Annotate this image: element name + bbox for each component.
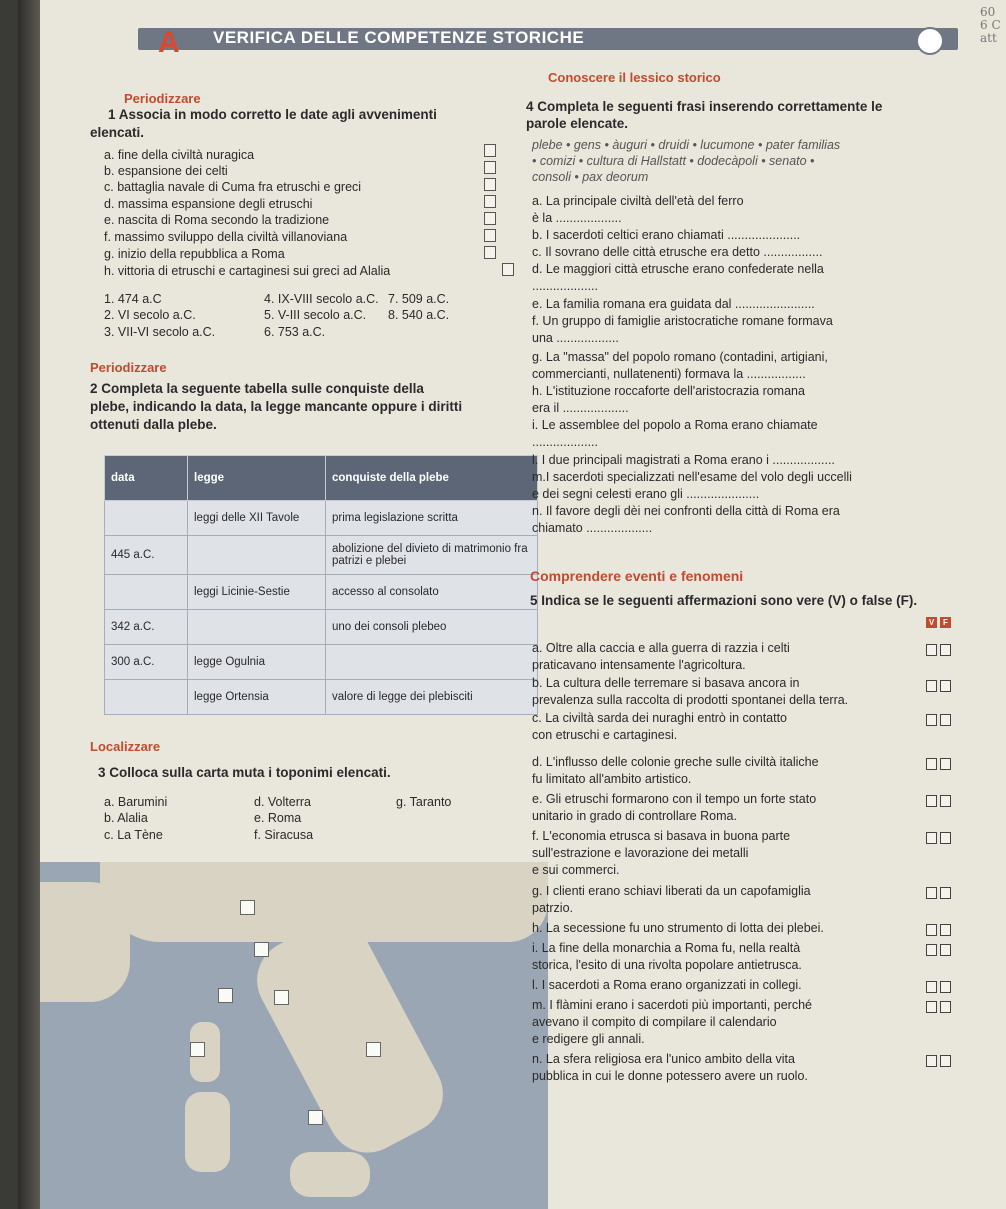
column-header-data: data [105, 456, 188, 501]
event-item: a. fine della civiltà nuragica [104, 148, 255, 162]
question-3-text: 3 Colloca sulla carta muta i toponimi elencati. [98, 765, 391, 780]
event-item: h. vittoria di etruschi e cartaginesi sui greci ad Alalia [104, 264, 391, 278]
false-checkbox[interactable] [940, 924, 951, 936]
table-header-row [105, 456, 538, 501]
table-cell: legge Ogulnia [188, 645, 326, 680]
column-header-legge: legge [188, 456, 326, 501]
blank-map [40, 862, 548, 1209]
fill-line[interactable]: una .................. [532, 331, 619, 345]
statement-line: e sui commerci. [532, 863, 620, 877]
statement-line: f. L'economia etrusca si basava in buona parte [532, 829, 791, 843]
question-2-text-cont: plebe, indicando la data, la legge mancante oppure i diritti [90, 399, 463, 414]
answer-checkbox[interactable] [484, 195, 496, 208]
fill-line: a. La principale civiltà dell'età del ferro [532, 194, 744, 208]
table-cell[interactable] [105, 680, 188, 715]
false-checkbox[interactable] [940, 1055, 951, 1067]
section-periodizzare-2: Periodizzare [90, 360, 167, 375]
true-checkbox[interactable] [926, 832, 937, 844]
event-item: d. massima espansione degli etruschi [104, 197, 313, 211]
section-periodizzare-1: Periodizzare [124, 91, 201, 106]
false-checkbox[interactable] [940, 981, 951, 993]
map-label-box[interactable] [254, 942, 269, 957]
column-header-conquiste: conquiste della plebe [326, 456, 538, 501]
answer-checkbox[interactable] [484, 246, 496, 259]
true-checkbox[interactable] [926, 981, 937, 993]
place-item: g. Taranto [396, 795, 452, 809]
false-checkbox[interactable] [940, 944, 951, 956]
table-cell[interactable] [188, 610, 326, 645]
table-cell[interactable] [105, 501, 188, 536]
statement-line: g. I clienti erano schiavi liberati da un capofamiglia [532, 884, 811, 898]
fill-line[interactable]: ................... [532, 435, 598, 449]
statement-line: sull'estrazione e lavorazione dei metalli [532, 846, 749, 860]
statement-line: m. I flàmini erano i sacerdoti più importanti, perché [532, 998, 812, 1012]
map-label-box[interactable] [308, 1110, 323, 1125]
table-cell[interactable] [326, 645, 538, 680]
true-checkbox[interactable] [926, 795, 937, 807]
question-5-text: 5 Indica se le seguenti affermazioni sono vere (V) o false (F). [530, 593, 918, 608]
true-checkbox[interactable] [926, 887, 937, 899]
true-checkbox[interactable] [926, 644, 937, 656]
place-item: d. Volterra [254, 795, 311, 809]
section-lessico: Conoscere il lessico storico [548, 70, 721, 85]
fill-line: h. L'istituzione roccaforte dell'aristocrazia romana [532, 384, 805, 398]
date-item: 1. 474 a.C [104, 292, 162, 306]
false-checkbox[interactable] [940, 832, 951, 844]
table-cell: abolizione del divieto di matrimonio fra patrizi e plebei [326, 536, 538, 575]
place-item: a. Barumini [104, 795, 168, 809]
vf-header-v: V [926, 617, 937, 628]
table-cell[interactable] [105, 575, 188, 610]
place-item: b. Alalia [104, 811, 148, 825]
map-label-box[interactable] [190, 1042, 205, 1057]
table-row [105, 575, 538, 610]
table-cell: uno dei consoli plebeo [326, 610, 538, 645]
statement-line: storica, l'esito di una rivolta popolare antietrusca. [532, 958, 802, 972]
fill-line: d. Le maggiori città etrusche erano confederate nella [532, 262, 824, 276]
fill-line[interactable]: era il ................... [532, 401, 629, 415]
true-checkbox[interactable] [926, 758, 937, 770]
answer-checkbox[interactable] [502, 263, 514, 276]
conquests-table [104, 455, 538, 715]
statement-line: con etruschi e cartaginesi. [532, 728, 678, 742]
section-letter: A [158, 26, 180, 59]
true-checkbox[interactable] [926, 944, 937, 956]
statement-line: d. L'influsso delle colonie greche sulle civiltà italiche [532, 755, 819, 769]
map-label-box[interactable] [274, 990, 289, 1005]
map-label-box[interactable] [218, 988, 233, 1003]
statement-line: patrzio. [532, 901, 573, 915]
page-binding [18, 0, 40, 1209]
section-localizzare: Localizzare [90, 739, 161, 754]
table-cell: legge Ortensia [188, 680, 326, 715]
textbook-page [18, 0, 1006, 1209]
map-label-box[interactable] [240, 900, 255, 915]
table-cell: 300 a.C. [105, 645, 188, 680]
answer-checkbox[interactable] [484, 144, 496, 157]
question-4-text: 4 Completa le seguenti frasi inserendo correttamente le [526, 99, 883, 114]
date-item: 6. 753 a.C. [264, 325, 326, 339]
table-cell: 445 a.C. [105, 536, 188, 575]
event-item: g. inizio della repubblica a Roma [104, 247, 285, 261]
fill-line[interactable]: è la ................... [532, 211, 622, 225]
fill-line: m.I sacerdoti specializzati nell'esame del volo degli uccelli [532, 470, 852, 484]
date-item: 7. 509 a.C. [388, 292, 450, 306]
header-circle [916, 27, 944, 55]
statement-line: fu limitato all'ambito artistico. [532, 772, 692, 786]
word-bank: • comizi • cultura di Hallstatt • dodecàpoli • senato • [532, 154, 815, 168]
table-row [105, 645, 538, 680]
statement-line: avevano il compito di compilare il calendario [532, 1015, 777, 1029]
fill-line[interactable]: chiamato ................... [532, 521, 653, 535]
date-item: 3. VII-VI secolo a.C. [104, 325, 216, 339]
statement-line: unitario in grado di controllare Roma. [532, 809, 737, 823]
table-cell: accesso al consolato [326, 575, 538, 610]
fill-line[interactable]: l. I due principali magistrati a Roma erano i .................. [532, 453, 835, 467]
statement-line: l. I sacerdoti a Roma erano organizzati in collegi. [532, 978, 802, 992]
table-row [105, 680, 538, 715]
date-item: 5. V-III secolo a.C. [264, 308, 367, 322]
fill-line[interactable]: e dei segni celesti erano gli ..................... [532, 487, 760, 501]
statement-line: pubblica in cui le donne potessero avere un ruolo. [532, 1069, 808, 1083]
event-item: c. battaglia navale di Cuma fra etruschi e greci [104, 180, 362, 194]
statement-line: b. La cultura delle terremare si basava ancora in [532, 676, 800, 690]
table-cell: leggi delle XII Tavole [188, 501, 326, 536]
statement-line: e. Gli etruschi formarono con il tempo un forte stato [532, 792, 817, 806]
statement-line: n. La sfera religiosa era l'unico ambito della vita [532, 1052, 795, 1066]
answer-checkbox[interactable] [484, 229, 496, 242]
true-checkbox[interactable] [926, 924, 937, 936]
statement-line: praticavano intensamente l'agricoltura. [532, 658, 746, 672]
statement-line: c. La civiltà sarda dei nuraghi entrò in contatto [532, 711, 788, 725]
event-item: b. espansione dei celti [104, 164, 228, 178]
place-item: e. Roma [254, 811, 302, 825]
question-4-text-cont: parole elencate. [526, 116, 629, 131]
fill-line[interactable]: b. I sacerdoti celtici erano chiamati ..................... [532, 228, 801, 242]
event-item: f. massimo sviluppo della civiltà villanoviana [104, 230, 348, 244]
place-item: c. La Tène [104, 828, 163, 842]
false-checkbox[interactable] [940, 680, 951, 692]
section-comprendere: Comprendere eventi e fenomeni [530, 568, 744, 584]
true-checkbox[interactable] [926, 680, 937, 692]
place-item: f. Siracusa [254, 828, 314, 842]
table-cell[interactable] [188, 536, 326, 575]
word-bank: plebe • gens • àuguri • druidi • lucumone • pater familias [532, 138, 841, 152]
answer-checkbox[interactable] [484, 161, 496, 174]
statement-line: prevalenza sulla raccolta di prodotti spontanei della terra. [532, 693, 849, 707]
table-cell: leggi Licinie-Sestie [188, 575, 326, 610]
fill-line: i. Le assemblee del popolo a Roma erano chiamate [532, 418, 818, 432]
question-1-text: 1 Associa in modo corretto le date agli avvenimenti [108, 107, 437, 122]
statement-line: a. Oltre alla caccia e alla guerra di razzia i celti [532, 641, 790, 655]
fill-line[interactable]: c. Il sovrano delle città etrusche era detto ................. [532, 245, 823, 259]
answer-checkbox[interactable] [484, 212, 496, 225]
fill-line: n. Il favore degli dèi nei confronti della città di Roma era [532, 504, 840, 518]
statement-line: i. La fine della monarchia a Roma fu, nella realtà [532, 941, 801, 955]
word-bank: consoli • pax deorum [532, 170, 649, 184]
question-2-text-cont: ottenuti dalla plebe. [90, 417, 217, 432]
statement-line: e redigere gli annali. [532, 1032, 645, 1046]
answer-checkbox[interactable] [484, 178, 496, 191]
event-item: e. nascita di Roma secondo la tradizione [104, 213, 330, 227]
false-checkbox[interactable] [940, 644, 951, 656]
fill-line[interactable]: commercianti, nullatenenti) formava la ................. [532, 367, 806, 381]
true-checkbox[interactable] [926, 714, 937, 726]
question-2-text: 2 Completa la seguente tabella sulle conquiste della [90, 381, 424, 396]
true-checkbox[interactable] [926, 1001, 937, 1013]
map-land-west [40, 882, 130, 1002]
map-land-sicily [290, 1152, 370, 1197]
false-checkbox[interactable] [940, 1001, 951, 1013]
map-label-box[interactable] [366, 1042, 381, 1057]
table-cell: 342 a.C. [105, 610, 188, 645]
date-item: 2. VI secolo a.C. [104, 308, 196, 322]
false-checkbox[interactable] [940, 758, 951, 770]
table-row [105, 610, 538, 645]
fill-line[interactable]: e. La familia romana era guidata dal ....................... [532, 297, 815, 311]
next-page-corner: 60 6 C att [980, 5, 1001, 45]
fill-line: f. Un gruppo di famiglie aristocratiche romane formava [532, 314, 833, 328]
false-checkbox[interactable] [940, 887, 951, 899]
table-row [105, 501, 538, 536]
map-land-sardinia [185, 1092, 230, 1172]
false-checkbox[interactable] [940, 795, 951, 807]
date-item: 8. 540 a.C. [388, 308, 450, 322]
table-cell: valore di legge dei plebisciti [326, 680, 538, 715]
table-row [105, 536, 538, 575]
date-item: 4. IX-VIII secolo a.C. [264, 292, 379, 306]
fill-line: g. La "massa" del popolo romano (contadini, artigiani, [532, 350, 828, 364]
question-1-text-cont: elencati. [90, 125, 145, 140]
vf-header-f: F [940, 617, 951, 628]
false-checkbox[interactable] [940, 714, 951, 726]
true-checkbox[interactable] [926, 1055, 937, 1067]
map-land-italy [243, 907, 457, 1166]
table-cell: prima legislazione scritta [326, 501, 538, 536]
statement-line: h. La secessione fu uno strumento di lotta dei plebei. [532, 921, 824, 935]
fill-line[interactable]: ................... [532, 279, 598, 293]
page-title: VERIFICA DELLE COMPETENZE STORICHE [213, 28, 585, 47]
